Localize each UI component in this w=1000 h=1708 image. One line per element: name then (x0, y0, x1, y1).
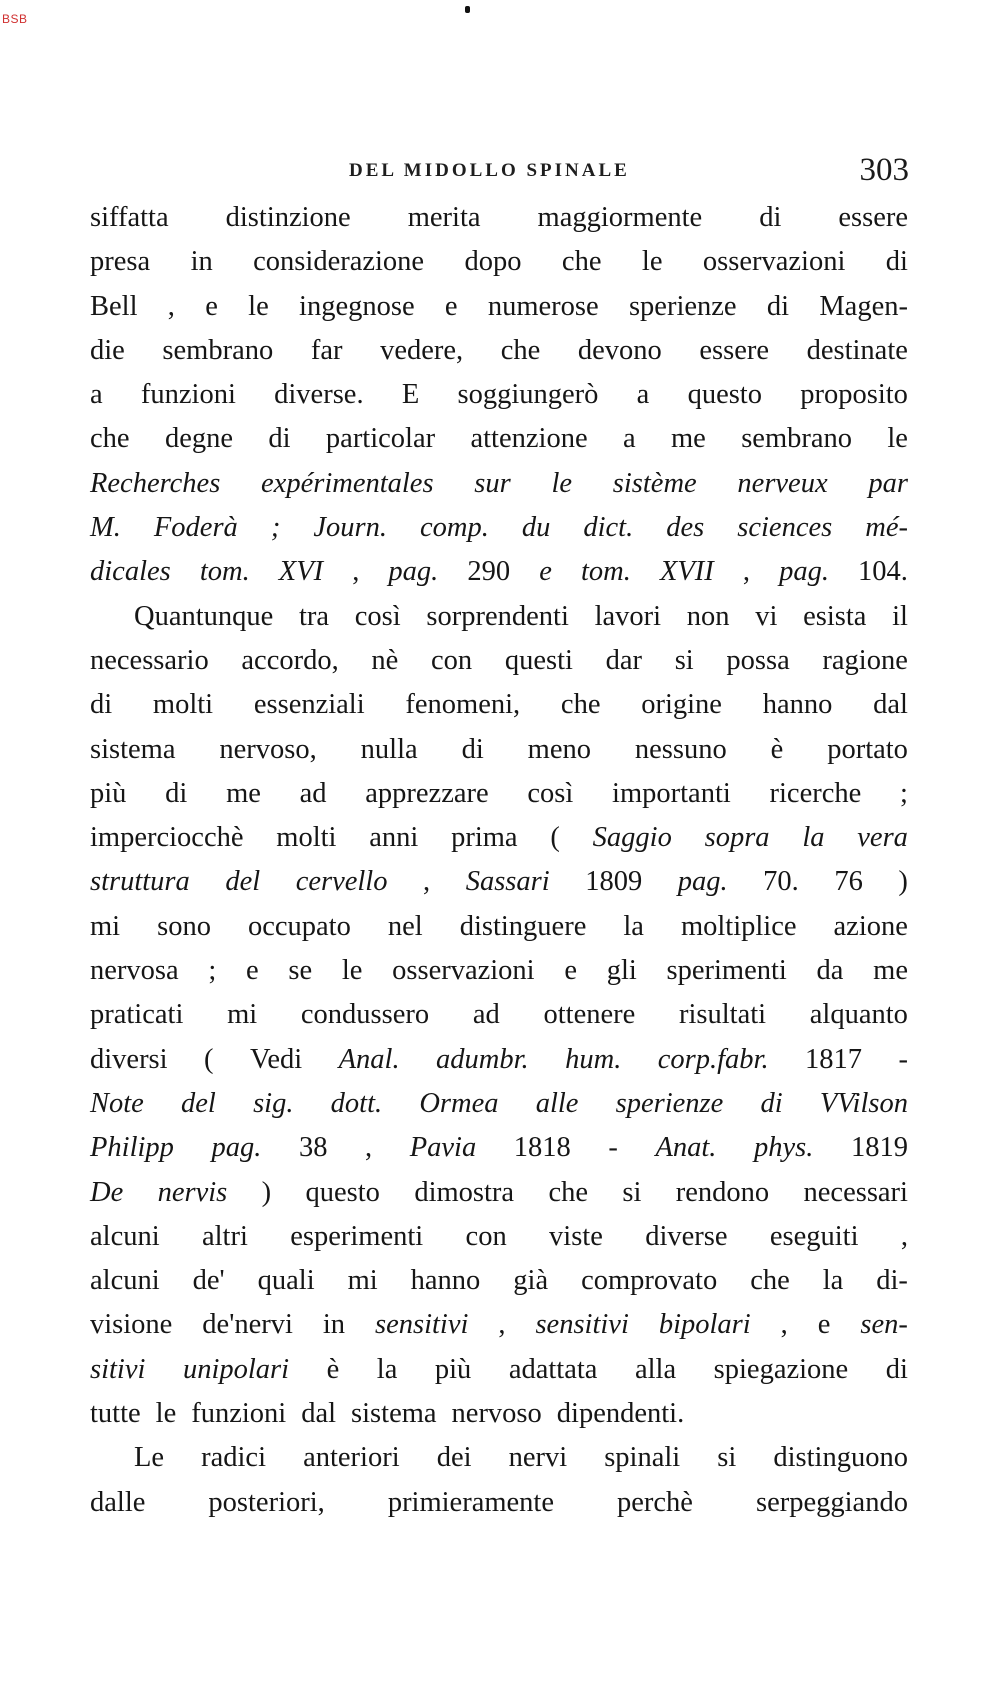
word: ad (472, 999, 500, 1031)
text-line (90, 595, 908, 639)
word: sembrano (162, 334, 274, 366)
word: risultati (678, 999, 767, 1031)
word: hanno (762, 689, 833, 721)
word: di (759, 202, 782, 233)
word: questo (305, 1176, 380, 1208)
text-line (90, 1303, 908, 1347)
text-line (90, 860, 908, 904)
word: la (623, 910, 644, 942)
word: condussero (300, 999, 430, 1031)
word: vedere, (380, 334, 464, 366)
word: più (90, 777, 127, 809)
text-line (90, 1215, 908, 1259)
word: portato (827, 733, 908, 765)
page-number: 303 (859, 152, 909, 188)
page-header (349, 152, 909, 192)
word: Bell (90, 290, 138, 322)
word: alle (535, 1087, 579, 1119)
word: ; (900, 777, 908, 809)
word: dei (436, 1442, 472, 1474)
word: de'nervi (202, 1309, 293, 1341)
word: distinguono (773, 1442, 908, 1474)
word: di (461, 733, 484, 765)
word: , (780, 1309, 788, 1341)
word: tom. (580, 556, 631, 588)
word: e (817, 1309, 831, 1341)
text-line (90, 816, 908, 860)
word: praticati (90, 999, 184, 1031)
text-line (90, 373, 908, 417)
word: da (816, 955, 844, 987)
word: che (548, 1176, 588, 1208)
word: mi (227, 999, 258, 1031)
word: , (423, 866, 431, 898)
word: radici (201, 1442, 267, 1474)
word: le (551, 467, 573, 499)
word: accordo, (241, 644, 339, 676)
word: sono (157, 910, 211, 942)
word: Pavia (409, 1132, 477, 1164)
word: in (190, 246, 213, 278)
word: le (248, 290, 269, 322)
word: rendono (675, 1176, 770, 1208)
word: par (868, 467, 908, 499)
word: e (205, 290, 218, 322)
word: sorprendenti (426, 600, 569, 632)
word: e (246, 955, 259, 987)
word: des (666, 512, 705, 544)
word: nè (371, 644, 399, 676)
word: merita (407, 202, 481, 233)
word: 104. (858, 556, 908, 588)
word: apprezzare (365, 777, 489, 809)
word: necessari (803, 1176, 908, 1208)
word: esista (803, 600, 867, 632)
text-line (90, 1082, 908, 1126)
word: du (521, 512, 551, 544)
word: fenomeni, (405, 689, 521, 721)
text-line (90, 1171, 908, 1215)
word: essenziali (253, 689, 365, 721)
word: dott. (330, 1087, 383, 1119)
word: Recherches (90, 467, 221, 499)
word: posteriori, (208, 1486, 325, 1518)
word: dal (873, 689, 908, 721)
word: necessario (90, 644, 209, 676)
word: altri (201, 1220, 248, 1252)
word: tutte (90, 1398, 141, 1430)
word: sistème (612, 467, 697, 499)
text-line (90, 728, 908, 772)
word: la (376, 1353, 398, 1385)
text-line (90, 639, 908, 683)
word: devono (577, 334, 662, 366)
word: nerveux (737, 467, 828, 499)
word: essere (838, 202, 908, 233)
word: - (898, 1043, 908, 1075)
text-line (90, 772, 908, 816)
word: hum. (565, 1043, 622, 1075)
word: sitivi (90, 1353, 146, 1385)
text-line (90, 550, 908, 594)
word: questo (687, 379, 762, 411)
word: occupato (247, 910, 351, 942)
word: sen- (860, 1309, 908, 1341)
word: gli (606, 955, 637, 987)
word: più (434, 1353, 472, 1385)
word: esperimenti (290, 1220, 424, 1252)
word: die (90, 334, 125, 366)
word: nervosa (90, 955, 179, 987)
text-line (90, 905, 908, 949)
word: che (561, 246, 602, 278)
word: di (885, 246, 908, 278)
word: nessuno (634, 733, 727, 765)
word: distinzione (225, 202, 351, 233)
word: spinali (604, 1442, 681, 1474)
word: struttura (90, 866, 190, 898)
word: corp.fabr. (657, 1043, 769, 1075)
word: hanno (410, 1265, 481, 1297)
word: 290 (467, 556, 511, 588)
text-line (90, 196, 908, 240)
word: moltiplice (680, 910, 797, 942)
word: a (90, 379, 103, 411)
word: alla (634, 1353, 677, 1385)
word: imperciocchè (90, 822, 244, 854)
word: e (444, 290, 458, 322)
word: de' (192, 1265, 225, 1297)
text-line (90, 285, 908, 329)
word: dal (301, 1398, 337, 1430)
word: , (900, 1220, 908, 1252)
text-line (90, 949, 908, 993)
word: Journ. (313, 512, 387, 544)
word: già (513, 1265, 549, 1297)
word: dipendenti. (556, 1398, 685, 1430)
word: di- (876, 1265, 908, 1297)
word: considerazione (253, 246, 425, 278)
word: le (341, 955, 363, 987)
word: ricerche (769, 777, 862, 809)
word: nervoso, (219, 733, 317, 765)
text-line (90, 240, 908, 284)
word: - (608, 1132, 618, 1164)
word: quali (257, 1265, 315, 1297)
word: alcuni (90, 1220, 160, 1252)
word: Note (90, 1087, 144, 1119)
word: De (90, 1176, 124, 1208)
word: osservazioni (702, 246, 846, 278)
word: serpeggiando (756, 1486, 908, 1518)
word: particolar (325, 423, 436, 455)
word: degne (164, 423, 233, 455)
word: tom. (199, 556, 250, 588)
text-line (90, 329, 908, 373)
word: diverse (645, 1220, 728, 1252)
word: ) (261, 1176, 272, 1208)
word: 38 (298, 1132, 328, 1164)
word: ad (299, 777, 327, 809)
word: sciences (737, 512, 833, 544)
word: vi (755, 600, 778, 632)
word: , (365, 1132, 373, 1164)
word: adattata (508, 1353, 598, 1385)
word: mé- (865, 512, 908, 544)
word: visione (90, 1309, 173, 1341)
word: ( (550, 822, 560, 854)
word: anni (369, 822, 419, 854)
body-text (90, 196, 908, 1525)
word: del (225, 866, 261, 898)
word: è (770, 733, 784, 765)
word: presa (90, 246, 151, 278)
word: pag. (779, 556, 829, 588)
word: , (742, 556, 750, 588)
word: distinguere (459, 910, 587, 942)
word: sur (474, 467, 511, 499)
word: si (674, 644, 694, 676)
word: sistema (351, 1398, 437, 1430)
word: spiegazione (713, 1353, 849, 1385)
word: XVI (278, 556, 324, 588)
word: Philipp (90, 1132, 174, 1164)
word: di (165, 777, 188, 809)
word: Le (134, 1442, 165, 1474)
word: sopra (704, 822, 770, 854)
word: sperimenti (666, 955, 787, 987)
word: sperienze (615, 1087, 724, 1119)
word: unipolari (182, 1353, 290, 1385)
word: Quantunque (134, 600, 274, 632)
word: che (560, 689, 601, 721)
word: importanti (612, 777, 731, 809)
word: Anat. (655, 1132, 717, 1164)
word: numerose (487, 290, 599, 322)
word: tra (299, 600, 330, 632)
word: viste (549, 1220, 603, 1252)
word: M. (90, 512, 121, 544)
word: cervello (295, 866, 388, 898)
word: la (802, 822, 825, 854)
word: ( (204, 1043, 214, 1075)
text-line (90, 1038, 908, 1082)
word: anteriori (303, 1442, 400, 1474)
text-line (90, 1436, 908, 1480)
word: siffatta (90, 202, 169, 233)
word: sig. (253, 1087, 294, 1119)
word: Saggio (592, 822, 672, 854)
word: il (892, 600, 908, 632)
text-line (90, 1348, 908, 1392)
word: origine (641, 689, 722, 721)
word: è (326, 1353, 340, 1385)
word: così (527, 777, 574, 809)
word: ingegnose (299, 290, 415, 322)
word: 1809 (585, 866, 643, 898)
word: attenzione (470, 423, 588, 455)
word: comp. (419, 512, 489, 544)
word: pag. (211, 1132, 262, 1164)
word: phys. (753, 1132, 814, 1164)
word: osservazioni (392, 955, 535, 987)
word: destinate (806, 334, 908, 366)
word: expérimentales (261, 467, 434, 499)
word: molti (152, 689, 214, 721)
word: sensitivi (535, 1309, 629, 1341)
word: pag. (677, 866, 728, 898)
word: proposito (800, 379, 908, 411)
word: con (431, 644, 473, 676)
word: dalle (90, 1486, 146, 1518)
word: ottenere (543, 999, 636, 1031)
word: eseguiti (769, 1220, 859, 1252)
word: E (401, 379, 420, 411)
text-line (90, 462, 908, 506)
ink-speck (465, 6, 470, 13)
word: questi (504, 644, 573, 676)
word: ) (898, 866, 908, 898)
word: Anal. (338, 1043, 400, 1075)
word: vera (857, 822, 908, 854)
word: dicales (90, 556, 171, 588)
word: far (310, 334, 343, 366)
word: nel (387, 910, 423, 942)
word: prima (451, 822, 518, 854)
word: la (822, 1265, 844, 1297)
word: a (622, 423, 636, 455)
word: che (750, 1265, 790, 1297)
word: alcuni (90, 1265, 160, 1297)
text-line (90, 417, 908, 461)
word: di (766, 290, 790, 322)
text-line (90, 506, 908, 550)
word: meno (527, 733, 591, 765)
text-line (90, 683, 908, 727)
word: comprovato (581, 1265, 718, 1297)
word: molti (276, 822, 337, 854)
word: con (465, 1220, 507, 1252)
word: ragione (822, 644, 908, 676)
word: mi (90, 910, 121, 942)
word: pag. (388, 556, 439, 588)
word: 1818 (513, 1132, 571, 1164)
word: ; (208, 955, 217, 987)
word: sensitivi (375, 1309, 469, 1341)
word: non (686, 600, 730, 632)
word: se (288, 955, 313, 987)
word: sistema (90, 733, 176, 765)
word: dar (605, 644, 642, 676)
word: possa (726, 644, 790, 676)
word: sperienze (628, 290, 737, 322)
word: Vedi (249, 1043, 303, 1075)
word: lavori (594, 600, 662, 632)
word: diversi (90, 1043, 168, 1075)
word: Foderà (153, 512, 238, 544)
word: soggiungerò (457, 379, 599, 411)
word: dopo (464, 246, 522, 278)
word: 1817 (805, 1043, 863, 1075)
word: e (564, 955, 577, 987)
word: si (717, 1442, 737, 1474)
word: ; (270, 512, 281, 544)
word: essere (699, 334, 770, 366)
word: , (352, 556, 360, 588)
text-line (90, 1481, 908, 1525)
running-head: DEL MIDOLLO SPINALE (349, 160, 630, 181)
word: perchè (617, 1486, 693, 1518)
word: 70. (763, 866, 799, 898)
word: nulla (360, 733, 418, 765)
word: si (622, 1176, 642, 1208)
word: , (498, 1309, 506, 1341)
word: primieramente (387, 1486, 554, 1518)
word: 1819 (850, 1132, 908, 1164)
word: di (268, 423, 291, 455)
word: mi (347, 1265, 378, 1297)
text-line (90, 1259, 908, 1303)
word: che (500, 334, 541, 366)
word: 76 (834, 866, 863, 898)
word: nervis (157, 1176, 228, 1208)
text-line (90, 1126, 908, 1170)
word: di (885, 1353, 908, 1385)
word: Sassari (465, 866, 550, 898)
word: diverse. (274, 379, 364, 411)
word: di (90, 689, 113, 721)
word: dimostra (414, 1176, 515, 1208)
word: le (641, 246, 663, 278)
word: le (887, 423, 908, 455)
word: funzioni (140, 379, 236, 411)
word: bipolari (658, 1309, 751, 1341)
word: Ormea (419, 1087, 499, 1119)
word: XVII (659, 556, 714, 588)
word: alquanto (809, 999, 908, 1031)
word: che (90, 423, 130, 455)
word: Magen- (819, 290, 908, 322)
word: funzioni (191, 1398, 287, 1430)
word: azione (833, 910, 908, 942)
word: maggiormente (537, 202, 703, 233)
word: , (167, 290, 175, 322)
word: e (539, 556, 552, 588)
word: me (873, 955, 908, 987)
text-line (90, 993, 908, 1037)
text-line (90, 1392, 908, 1436)
word: me (226, 777, 261, 809)
word: VVilson (819, 1087, 908, 1119)
word: in (322, 1309, 346, 1341)
library-watermark: BSB (2, 12, 28, 26)
word: del (181, 1087, 216, 1119)
word: le (155, 1398, 177, 1430)
word: così (354, 600, 401, 632)
word: nervoso (451, 1398, 542, 1430)
word: di (760, 1087, 783, 1119)
word: nervi (508, 1442, 568, 1474)
word: dict. (583, 512, 634, 544)
word: me (671, 423, 706, 455)
word: sembrano (741, 423, 853, 455)
word: adumbr. (436, 1043, 529, 1075)
word: a (636, 379, 650, 411)
